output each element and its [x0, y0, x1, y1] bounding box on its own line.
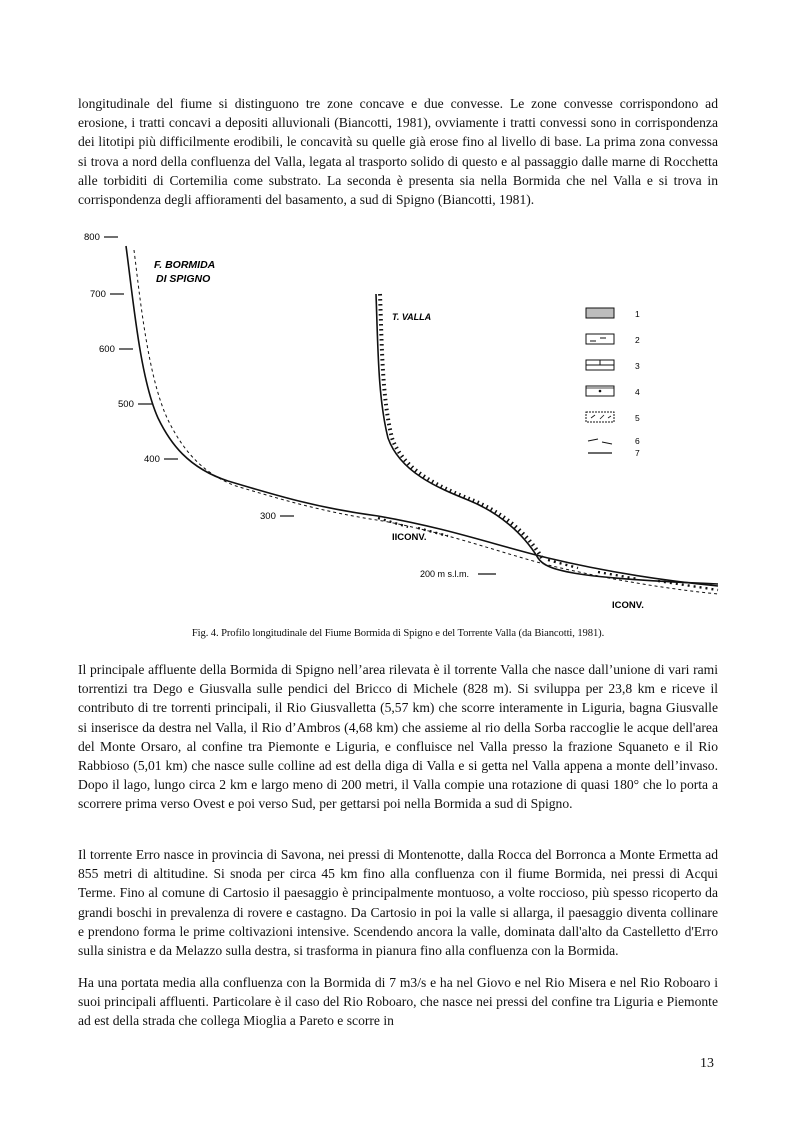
- elevation-label-300: 300: [260, 511, 276, 522]
- bormida-lower-hatch: [378, 518, 718, 590]
- legend-symbol-1: [586, 308, 614, 318]
- legend-label-7: 7: [635, 448, 640, 458]
- conv-label-2: IICONV.: [392, 532, 427, 543]
- bormida-label-line2: DI SPIGNO: [156, 273, 211, 285]
- longitudinal-profile-figure: [78, 228, 728, 623]
- figure-caption: Fig. 4. Profilo longitudinale del Fiume Bormida di Spigno e del Torrente Valla (da Biancotti, 1981).: [191, 628, 605, 639]
- legend-symbol-2: [586, 334, 614, 344]
- valla-profile-line: [376, 294, 718, 584]
- legend-label-1: 1: [635, 309, 640, 319]
- legend-label-2: 2: [635, 335, 640, 345]
- conv-label-1: ICONV.: [612, 600, 644, 611]
- elevation-label-600: 600: [99, 344, 115, 355]
- paragraph-erro-portata: Ha una portata media alla confluenza con la Bormida di 7 m3/s e ha nel Giovo e nel Rio Misera e nel Rio Roboaro i suoi principali affluenti. Particolare è il caso del Rio Roboaro, che nasce nei pressi del confine tra Liguria e Piemonte ad est della strada che collega Mioglia a Pareto e scorre in: [78, 975, 718, 1029]
- elevation-label-700: 700: [90, 289, 106, 300]
- legend: [586, 308, 640, 458]
- elevation-label-200: 200 m s.l.m.: [420, 569, 470, 579]
- paragraph-valla: Il principale affluente della Bormida di Spigno nell’area rilevata è il torrente Valla che nasce dall’unione di vari rami torrentizi tra Dego e Giusvalla sulle pendici del Bricco di Michele (828 m). Si sviluppa per 23,8 km e riceve il contributo di tre torrenti principali, il Rio Giusvalletta (5,57 km) che scorre interamente in Liguria, bagna Giusvalle si inserisce da destra nel Valla, il Rio d’Ambros (4,68 km) che assieme al rio della Sorba raccoglie le acque dell'area del Monte Orsaro, al confine tra Piemonte e Liguria, e confluisce nel Valla presso la frazione Squaneto e il Rio Rabbioso (5,01 km) che nasce sulle colline ad est della diga di Valla e si getta nel Valla appena a monte dell’invaso. Dopo il lago, lungo circa 2 km e largo meno di 200 metri, il Valla compie una rotazione di quasi 180° che lo porta a scorrere prima verso Ovest e poi verso Sud, per gettarsi poi nella Bormida a sud di Spigno.: [78, 662, 718, 812]
- elevation-label-500: 500: [118, 399, 134, 410]
- paragraph-intro: longitudinale del fiume si distinguono tre zone concave e due convesse. Le zone convesse corrispondono ad erosione, i tratti concavi a depositi alluvionali (Biancotti, 1981), ovviamente i tratti convessi sono in corrispondenza dei litotipi più difficilmente erodibili, le concavità su quelle già erose fino al livello di base. La prima zona convessa si trova a nord della confluenza del Valla, legata al trasporto solido di questo e al passaggio dalle marne di Rocchetta alle torbiditi di Cortemilia come substrato. La seconda è presenta sia nella Bormida che nel Valla e si trova in corrispondenza degli affioramenti del basamento, a sud di Spigno (Biancotti, 1981).: [78, 96, 718, 208]
- legend-symbol-6: [588, 439, 612, 444]
- valla-label: T. VALLA: [392, 312, 432, 322]
- paragraph-erro: Il torrente Erro nasce in provincia di Savona, nei pressi di Montenotte, dalla Rocca del Borronca a Monte Ermetta ad 855 metri di altitudine. Si snoda per circa 45 km fino alla confluenza con il fiume Bormida, nei pressi di Acqui Terme. Fino al comune di Cartosio il paesaggio è principalmente montuoso, a volte roccioso, più spesso ricoperto da grandi boschi in prevalenza di rovere e castagno. Da Cartosio in poi la valle si allarga, il paesaggio diventa collinare e prendono forma le prime coltivazioni intensive. Scendendo ancora la valle, dominata dall'alto da Castelletto d'Erro sulla sinistra e da Melazzo sulla destra, si trasforma in pianura fino alla confluenza con la Bormida.: [78, 847, 718, 959]
- legend-label-3: 3: [635, 361, 640, 371]
- elevation-label-400: 400: [144, 454, 160, 465]
- legend-label-5: 5: [635, 413, 640, 423]
- legend-label-6: 6: [635, 436, 640, 446]
- valla-profile-hatch: [380, 294, 542, 558]
- elevation-label-800: 800: [84, 232, 100, 243]
- legend-label-4: 4: [635, 387, 640, 397]
- bormida-label-line1: F. BORMIDA: [154, 259, 216, 271]
- page-number: 13: [700, 1056, 714, 1071]
